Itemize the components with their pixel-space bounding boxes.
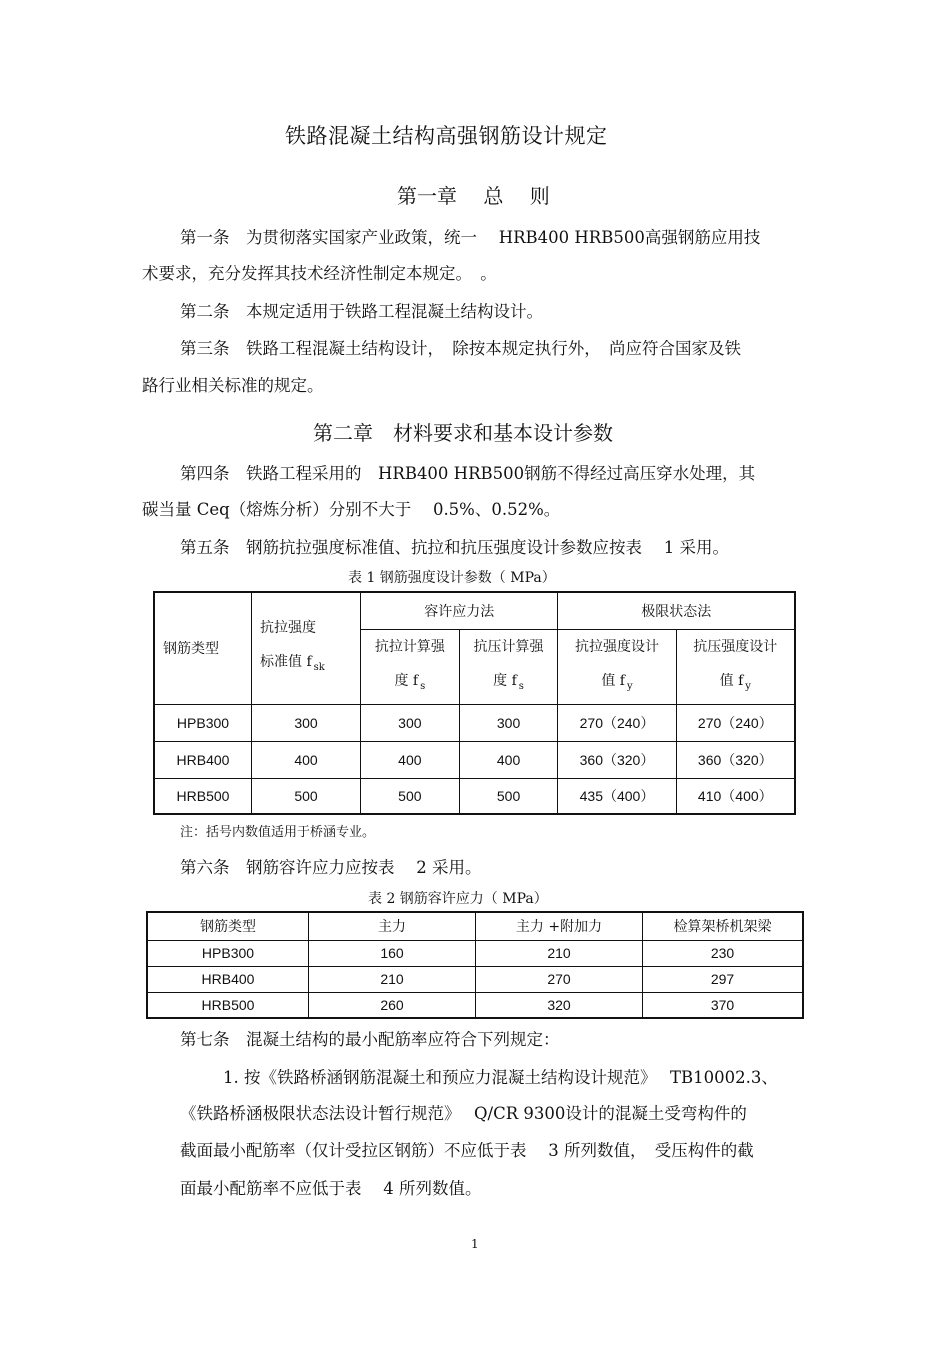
table-cell: 500 [361, 778, 460, 814]
chapter-1-heading: 第一章 总 则 [397, 184, 550, 208]
table-1-note: 注：括号内数值适用于桥涵专业。 [180, 825, 376, 840]
table-cell: 410（400） [676, 778, 795, 814]
table-1-header-limit-compression-line-1: 抗压强度设计 [693, 638, 778, 655]
table-1-header-allow-tension-label: 度 f [394, 672, 419, 689]
article-4-line-1: 第四条 铁路工程采用的 HRB400 HRB500钢筋不得经过高压穿水处理，其 [180, 464, 756, 483]
table-cell: 400 [459, 741, 558, 778]
table-cell: HPB300 [147, 940, 309, 966]
table-cell: 360（320） [558, 741, 676, 778]
table-cell: 230 [643, 940, 804, 966]
article-7-item-1-line-2: 《铁路桥涵极限状态法设计暂行规范》 Q/CR 9300设计的混凝土受弯构件的 [180, 1104, 747, 1123]
table-1-caption: 表 1 钢筋强度设计参数（ MPa） [348, 570, 556, 586]
table-cell: HRB400 [154, 741, 252, 778]
table-1-header-limit-tension-label: 值 f [601, 672, 625, 689]
article-3-line-1: 第三条 铁路工程混凝土结构设计， 除按本规定执行外， 尚应符合国家及铁 [180, 339, 741, 358]
table-row [154, 741, 795, 778]
table-1-group-limit: 极限状态法 [558, 592, 795, 629]
article-1-line-2: 术要求，充分发挥其技术经济性制定本规定。 。 [142, 264, 497, 283]
table-cell: 300 [459, 704, 558, 741]
table-cell: 300 [252, 704, 361, 741]
table-cell: 360（320） [676, 741, 795, 778]
table-1-header-limit-compression-line-2 [677, 664, 794, 704]
table-cell: HPB300 [154, 704, 252, 741]
table-1-header-allow-tension-line-2 [361, 664, 459, 704]
table-cell: 400 [252, 741, 361, 778]
table-cell: 270（240） [558, 704, 676, 741]
article-7: 第七条 混凝土结构的最小配筋率应符合下列规定： [180, 1030, 560, 1049]
table-1-header-allow-tension-sub: s [420, 680, 426, 692]
table-cell: HRB500 [154, 778, 252, 814]
document-title: 铁路混凝土结构高强钢筋设计规定 [285, 124, 608, 148]
table-2-header-bridge-erection: 检算架桥机架梁 [643, 912, 804, 940]
article-7-item-1-line-4: 面最小配筋率不应低于表 4 所列数值。 [180, 1179, 482, 1198]
table-cell: 320 [476, 992, 643, 1018]
table-1-header-allow-tension [361, 629, 460, 704]
table-cell: 160 [309, 940, 476, 966]
table-cell: 500 [459, 778, 558, 814]
table-1-header-std [252, 592, 361, 704]
table-cell: 370 [643, 992, 804, 1018]
table-cell: HRB500 [147, 992, 309, 1018]
table-1-header-limit-compression-sub: y [745, 680, 751, 692]
table-1-header-allow-compression-sub: s [518, 680, 524, 692]
table-cell: 210 [476, 940, 643, 966]
article-2: 第二条 本规定适用于铁路工程混凝土结构设计。 [180, 302, 543, 321]
table-1-header-limit-tension [558, 629, 676, 704]
table-cell: 297 [643, 966, 804, 992]
page-number: 1 [471, 1237, 479, 1251]
article-5: 第五条 钢筋抗拉强度标准值、抗拉和抗压强度设计参数应按表 1 采用。 [180, 538, 729, 557]
table-1-header-limit-tension-sub: y [626, 680, 633, 692]
article-7-item-1-line-1: 1. 按《铁路桥涵钢筋混凝土和预应力混凝土结构设计规范》 TB10002.3、 [223, 1068, 778, 1087]
table-cell: 270 [476, 966, 643, 992]
table-1-header-std-line-1: 抗拉强度 [260, 620, 316, 637]
article-6: 第六条 钢筋容许应力应按表 2 采用。 [180, 858, 482, 877]
table-1-header-allow-compression-label: 度 f [493, 672, 517, 689]
table-2-header-main-additional: 主力 +附加力 [476, 912, 643, 940]
table-cell: 400 [361, 741, 460, 778]
table-1-steel-strength [153, 591, 796, 815]
table-1-header-std-label: 标准值 f [260, 654, 312, 671]
table-2-allowable-stress [146, 911, 804, 1019]
table-row [147, 992, 803, 1018]
table-1-group-allowable: 容许应力法 [361, 592, 558, 629]
chapter-2-heading: 第二章 材料要求和基本设计参数 [313, 421, 613, 445]
table-cell: HRB400 [147, 966, 309, 992]
table-1-header-limit-tension-line-1: 抗拉强度设计 [574, 638, 659, 655]
article-1-line-1: 第一条 为贯彻落实国家产业政策，统一 HRB400 HRB500高强钢筋应用技 [180, 228, 761, 247]
table-1-header-allow-tension-line-1: 抗拉计算强 [374, 638, 445, 655]
table-cell: 500 [252, 778, 361, 814]
table-cell: 300 [361, 704, 460, 741]
table-1-header-limit-compression [676, 629, 795, 704]
table-1-header-allow-compression-line-2 [460, 664, 558, 704]
table-1-header-std-sub: sk [313, 662, 325, 674]
table-row [147, 940, 803, 966]
table-row [147, 966, 803, 992]
table-1-header-allow-compression [459, 629, 558, 704]
article-7-item-1-line-3: 截面最小配筋率（仅计受拉区钢筋）不应低于表 3 所列数值， 受压构件的截 [180, 1141, 754, 1160]
table-1-header-type: 钢筋类型 [154, 592, 252, 704]
table-2-header-main: 主力 [309, 912, 476, 940]
table-1-header-limit-compression-label: 值 f [719, 672, 744, 689]
table-2-caption: 表 2 钢筋容许应力（ MPa） [368, 891, 548, 907]
table-1-header-limit-tension-line-2 [558, 664, 675, 704]
article-3-line-2: 路行业相关标准的规定。 [142, 376, 324, 395]
table-row [154, 704, 795, 741]
table-cell: 260 [309, 992, 476, 1018]
table-2-header-type: 钢筋类型 [147, 912, 309, 940]
table-cell: 210 [309, 966, 476, 992]
table-cell: 435（400） [558, 778, 676, 814]
table-1-header-allow-compression-line-1: 抗压计算强 [473, 638, 544, 655]
article-4-line-2: 碳当量 Ceq（熔炼分析）分别不大于 0.5%、0.52%。 [142, 500, 561, 519]
table-row [154, 778, 795, 814]
table-1-header-std-line-2 [260, 645, 360, 685]
table-cell: 270（240） [676, 704, 795, 741]
